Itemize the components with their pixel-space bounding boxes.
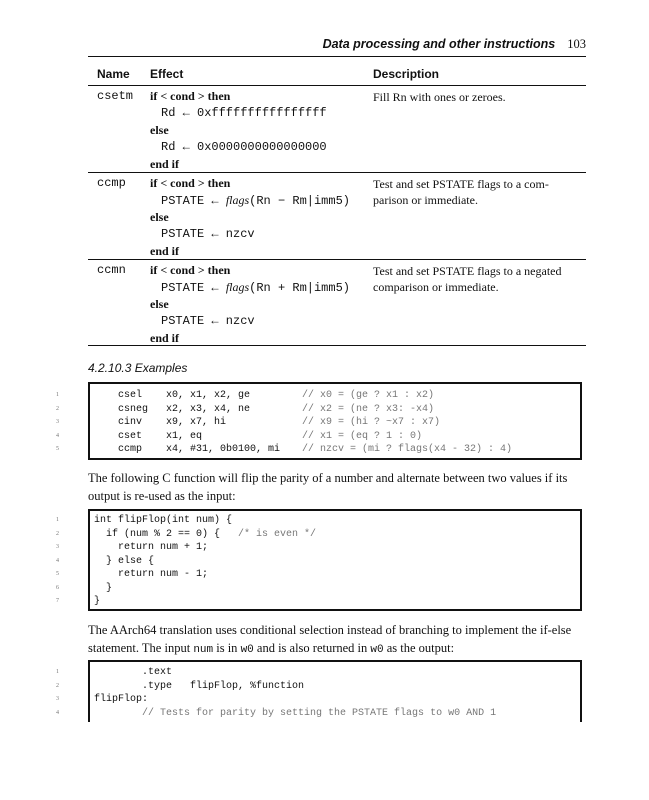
- line-number: 2: [56, 530, 59, 537]
- para2-text-4: as the output:: [383, 641, 455, 655]
- line-number: 2: [56, 405, 59, 412]
- code-text: [94, 708, 142, 719]
- code-line: [56, 693, 149, 706]
- table-row-rule: [88, 172, 586, 173]
- code-line: [56, 389, 435, 402]
- table-header-rule: [88, 85, 586, 86]
- code-comment: // x9 = (hi ? ~x7 : x7): [302, 417, 441, 428]
- line-number: 6: [56, 584, 59, 591]
- effect-flags-assignment: [161, 192, 350, 210]
- code-text: cinv x9, x7, hi: [94, 417, 227, 428]
- line-number: 1: [56, 517, 59, 523]
- code-text: .text: [94, 667, 173, 678]
- row-name: csetm: [97, 89, 134, 103]
- effect-keyword: end if: [150, 157, 180, 171]
- code-line: [56, 666, 173, 679]
- code-line: [56, 680, 305, 693]
- code-comment: // x0 = (ge ? x1 : x2): [302, 390, 435, 401]
- line-number: 5: [56, 571, 59, 577]
- line-number: 3: [56, 696, 59, 702]
- line-number: 4: [56, 432, 59, 439]
- row-description: Test and set PSTATE flags to a negated comparison or immediate.: [373, 264, 562, 294]
- effect-keyword: if < cond > then: [150, 263, 231, 277]
- code-text: ccmp x4, #31, 0b0100, mi: [94, 444, 281, 455]
- code-text: .type flipFlop, %function: [94, 680, 305, 692]
- line-number: 4: [56, 557, 59, 564]
- effect-operands: (Rn − Rm|imm5): [249, 194, 350, 208]
- line-number: 1: [56, 392, 59, 398]
- code-text: }: [94, 596, 101, 607]
- code-line: [56, 541, 209, 554]
- effect-flags-fn: flags: [225, 193, 250, 207]
- subsection-title: 4.2.10.3 Examples: [88, 361, 188, 375]
- page-number: 103: [567, 37, 586, 51]
- line-number: 1: [56, 669, 59, 675]
- effect-flags-assignment: [161, 279, 350, 297]
- code-comment: /* is even */: [238, 528, 317, 540]
- code-block-examples: [56, 382, 582, 460]
- line-number: 7: [56, 598, 59, 604]
- code-text: int flipFlop(int num) {: [94, 515, 233, 526]
- code-line: [56, 403, 435, 416]
- effect-keyword: if < cond > then: [150, 176, 231, 190]
- para2-text-2: is in: [213, 641, 241, 655]
- effect-operands: (Rn + Rm|imm5): [249, 281, 350, 295]
- table-row-rule: [88, 259, 586, 260]
- effect-assignment: Rd ← 0x0000000000000000: [161, 140, 327, 154]
- code-line: [56, 707, 497, 720]
- code-text: cset x1, eq: [94, 430, 203, 442]
- effect-assignment: PSTATE ← nzcv: [161, 227, 255, 241]
- effect-assignment: PSTATE ← nzcv: [161, 314, 255, 328]
- para2-text-1: The AArch64 translation uses conditional selection instead of branching to implement the if-else statement. The input: [88, 623, 572, 655]
- effect-assignment: Rd ← 0xffffffffffffffff: [161, 106, 327, 120]
- code-line: [56, 416, 441, 429]
- header-rule: [88, 56, 586, 57]
- row-description: Test and set PSTATE flags to a com- parison or immediate.: [373, 177, 549, 207]
- line-number: 2: [56, 682, 59, 689]
- effect-keyword: else: [150, 297, 169, 311]
- effect-keyword: else: [150, 210, 169, 224]
- code-text: return num + 1;: [94, 542, 209, 553]
- code-block-aarch64: [56, 660, 582, 722]
- row-description: Fill Rn with ones or zeroes.: [373, 90, 506, 104]
- table-row-rule: [88, 345, 586, 346]
- code-line: [56, 528, 317, 541]
- code-line: [56, 443, 513, 456]
- running-header: [88, 37, 586, 52]
- col-header-description: Description: [373, 67, 440, 81]
- code-line: [56, 430, 423, 443]
- effect-flags-fn: flags: [225, 280, 250, 294]
- code-comment: // Tests for parity by setting the PSTATE flags to w0 AND 1: [142, 707, 497, 719]
- code-line: [56, 582, 113, 595]
- code-line: [56, 568, 209, 581]
- paragraph-aarch64-intro: [88, 621, 582, 659]
- line-number: 5: [56, 446, 59, 452]
- effect-target: PSTATE ←: [161, 194, 226, 208]
- line-number: 3: [56, 419, 59, 425]
- header-title: Data processing and other instructions: [322, 37, 556, 51]
- code-comment: // x1 = (eq ? 1 : 0): [302, 430, 423, 442]
- code-text: flipFlop:: [94, 694, 149, 705]
- code-text: return num - 1;: [94, 569, 209, 580]
- code-text: }: [94, 582, 113, 594]
- paragraph-flipflop-intro: The following C function will flip the parity of a number and alternate between two values if its output is re-used as the input:: [88, 471, 568, 503]
- row-name: ccmp: [97, 176, 126, 190]
- code-comment: // x2 = (ne ? x3: -x4): [302, 403, 435, 415]
- code-line: [56, 595, 101, 608]
- line-number: 3: [56, 544, 59, 550]
- code-text: csneg x2, x3, x4, ne: [94, 403, 251, 415]
- code-text: if (num % 2 == 0) {: [94, 528, 239, 540]
- para2-code-w0-a: w0: [240, 644, 254, 656]
- effect-keyword: end if: [150, 244, 180, 258]
- effect-keyword: if < cond > then: [150, 89, 231, 103]
- line-number: 4: [56, 709, 59, 716]
- col-header-name: Name: [97, 67, 130, 81]
- effect-keyword: end if: [150, 331, 180, 345]
- effect-target: PSTATE ←: [161, 281, 226, 295]
- code-block-c-function: [56, 509, 582, 611]
- code-text: csel x0, x1, x2, ge: [94, 390, 251, 401]
- para2-code-w0-b: w0: [370, 644, 384, 656]
- effect-keyword: else: [150, 123, 169, 137]
- code-comment: // nzcv = (mi ? flags(x4 - 32) : 4): [302, 444, 513, 455]
- row-name: ccmn: [97, 263, 126, 277]
- col-header-effect: Effect: [150, 67, 184, 81]
- code-line: [56, 514, 233, 527]
- code-text: } else {: [94, 555, 155, 567]
- para2-code-num: num: [193, 644, 214, 656]
- para2-text-3: and is also returned in: [253, 641, 371, 655]
- code-line: [56, 555, 155, 568]
